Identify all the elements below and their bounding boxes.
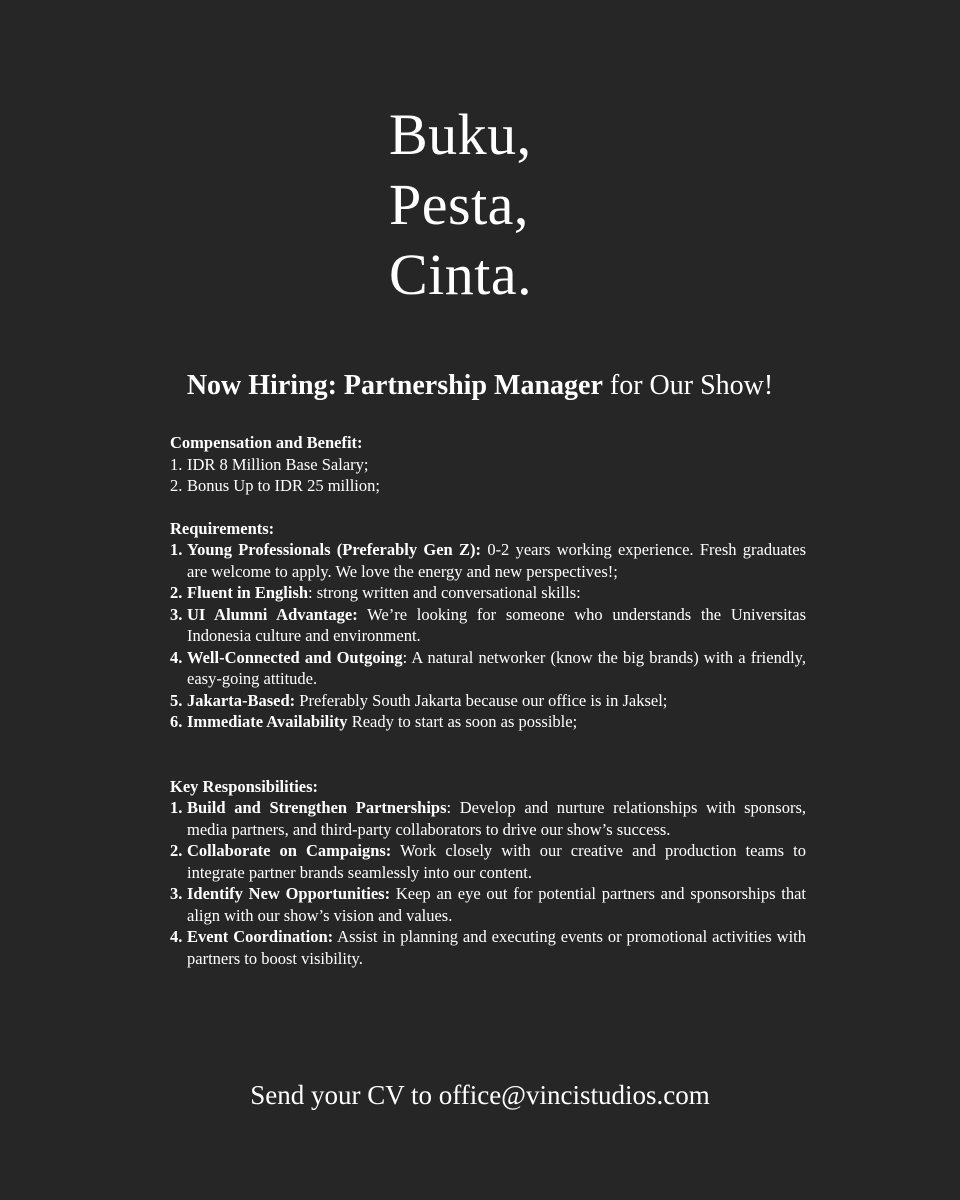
list-item — [170, 647, 806, 690]
title-line: Cinta. — [389, 242, 533, 307]
contact-cta: Send your CV to office@vincistudios.com — [250, 1080, 710, 1110]
item-number: 5. — [170, 690, 183, 710]
item-text: 0-2 years working experience. Fresh graduates are welcome to apply. We love the energy and new perspectives!; — [187, 540, 807, 581]
item-lead: Young Professionals (Preferably Gen Z): — [187, 540, 482, 559]
list-item — [170, 539, 806, 582]
item-text: Ready to start as soon as possible; — [347, 712, 578, 731]
item-number: 3. — [170, 604, 183, 624]
list-item — [170, 797, 806, 840]
item-text: Preferably South Jakarta because our office is in Jaksel; — [295, 690, 668, 710]
item-number: 1. — [170, 798, 183, 817]
list-item — [170, 582, 806, 604]
item-text: IDR 8 Million Base Salary; — [187, 454, 369, 474]
headline-bold: Now Hiring: Partnership Manager — [186, 370, 603, 401]
compensation-list — [170, 454, 806, 497]
item-number: 2. — [170, 583, 183, 602]
item-text: : Develop and nurture relationships with sponsors, media partners, and third-party collaborators to drive our show’s success. — [187, 798, 806, 839]
responsibilities-section — [170, 776, 806, 970]
responsibilities-heading: Key Responsibilities: — [170, 776, 319, 796]
item-lead: Identify New Opportunities: — [187, 884, 391, 903]
item-text: We’re looking for someone who understands the Universitas Indonesia culture and environment. — [187, 604, 806, 645]
list-item — [170, 475, 806, 497]
compensation-heading: Compensation and Benefit: — [170, 433, 363, 452]
list-item — [170, 711, 806, 733]
list-item — [170, 926, 806, 969]
item-text: Work closely with our creative and production teams to integrate partner brands seamlessly into our content. — [187, 841, 807, 882]
list-item — [170, 454, 806, 476]
compensation-section — [170, 432, 806, 497]
item-lead: Well-Connected and Outgoing — [187, 647, 403, 667]
requirements-list — [170, 539, 806, 733]
item-text: : strong written and conversational skills: — [308, 583, 581, 602]
title-line: Pesta, — [389, 172, 529, 237]
list-item — [170, 604, 806, 647]
item-number: 3. — [170, 884, 183, 903]
list-item — [170, 690, 806, 712]
item-text: Bonus Up to IDR 25 million; — [187, 476, 380, 495]
item-lead: Immediate Availability — [187, 712, 348, 731]
list-item — [170, 883, 806, 926]
item-number: 1. — [170, 540, 183, 559]
hiring-headline — [0, 366, 960, 406]
item-text: Assist in planning and executing events or promotional activities with partners to boost visibility. — [187, 927, 806, 968]
item-lead: Fluent in English — [187, 583, 309, 602]
item-lead: Build and Strengthen Partnerships — [187, 798, 447, 817]
item-lead: Jakarta-Based: — [187, 690, 296, 710]
headline-rest: for Our Show! — [602, 370, 774, 401]
list-item — [170, 840, 806, 883]
item-text: : A natural networker (know the big brands) with a friendly, easy-going attitude. — [187, 647, 806, 688]
item-number: 6. — [170, 712, 183, 731]
item-number: 1. — [170, 454, 183, 474]
requirements-heading: Requirements: — [170, 518, 275, 538]
job-details — [170, 432, 806, 969]
item-number: 2. — [170, 841, 183, 860]
item-text: Keep an eye out for potential partners and sponsorships that align with our show’s vision and values. — [187, 884, 806, 925]
item-number: 4. — [170, 647, 183, 667]
title-line: Buku, — [389, 102, 532, 167]
item-number: 2. — [170, 476, 183, 495]
item-lead: Event Coordination: — [187, 927, 334, 946]
item-lead: UI Alumni Advantage: — [187, 604, 358, 624]
poster-title — [389, 100, 532, 310]
item-lead: Collaborate on Campaigns: — [187, 841, 392, 860]
item-number: 4. — [170, 927, 183, 946]
requirements-section — [170, 518, 806, 733]
responsibilities-list — [170, 797, 806, 969]
